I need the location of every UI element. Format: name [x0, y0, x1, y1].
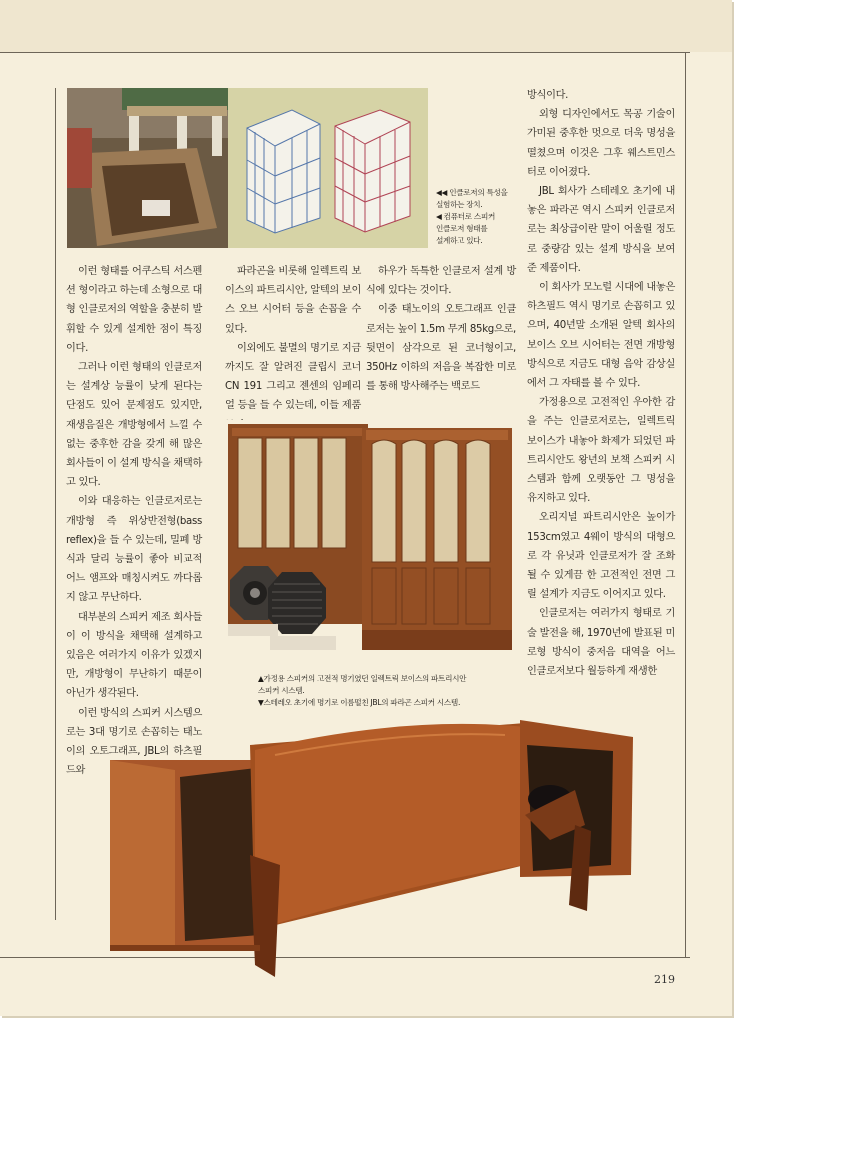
- paragraph: 오리지널 파트리시안은 높이가 153cm였고 4웨이 방식의 대형으로 각 유닛과 인클로저가 잘 조화될 수 있게끔 한 고전적인 전면 그릴 설계가 지금도 이어지고 있다.: [527, 512, 675, 601]
- caption-line: ▲가정용 스피커의 고전적 명기였던 일렉트릭 보이스의 파트리시안: [258, 674, 467, 683]
- paragraph: 파라곤을 비롯해 일렉트릭 보이스의 파트리시안, 알텍의 보이스 오브 시어터 등을 손꼽을 수 있다.: [225, 266, 361, 335]
- top-photo-caption: [436, 187, 526, 247]
- caption-line: ◀◀ 인클로저의 특성을: [436, 188, 508, 197]
- caption-line: 실험하는 장치.: [436, 200, 483, 209]
- top-band: [0, 0, 732, 52]
- paragon-speaker-photo: [105, 715, 640, 980]
- right-rule: [685, 52, 686, 957]
- left-rule: [55, 88, 56, 920]
- caption-line: ◀ 컴퓨터로 스피커: [436, 212, 496, 221]
- middle-photo-caption: [258, 673, 520, 709]
- paragraph: 이런 방식의 스피커 시스템으로는 3대 명기로 손꼽히는 태노이의 오토그래프, JBL의 하츠필드와: [66, 707, 202, 777]
- text-column-3: [366, 262, 516, 396]
- caption-line: 인클로저 형태를: [436, 224, 488, 233]
- paragraph: 인클로저는 여러가지 형태로 기술 발전을 해, 1970년에 발표된 미로형 방식이 중저음 대역을 어느 인클로저보다 월등하게 재생한: [527, 608, 675, 678]
- patrician-speaker-photo: [222, 420, 518, 660]
- paragraph: 외형 디자인에서도 목공 기술이 가미된 중후한 멋으로 더욱 명성을 떨쳤으며 이것은 그후 웨스트민스터로 이어졌다.: [527, 109, 675, 178]
- caption-line: 스피커 시스템.: [258, 686, 305, 695]
- paragraph: 이런 형태를 어쿠스틱 서스펜션 형이라고 하는데 소형으로 대형 인클로저의 역할을 충분히 발휘할 수 있게 설계한 점이 특징이다.: [66, 266, 202, 354]
- paragraph: 방식이다.: [527, 90, 569, 101]
- paragraph: 하우가 독특한 인클로저 설계 방식에 있다는 것이다.: [366, 266, 516, 297]
- text-column-2: [225, 262, 361, 435]
- page-number: 219: [654, 973, 675, 986]
- caption-line: 설계하고 있다.: [436, 236, 483, 245]
- text-column-1: [66, 262, 202, 780]
- caption-line: ▼스테레오 초기에 명기로 이름떨친 JBL의 파라곤 스피커 시스템.: [258, 698, 461, 707]
- top-rule: [0, 52, 690, 53]
- paragraph: 가정용으로 고전적인 우아한 감을 주는 인클로저로는, 일렉트릭 보이스가 내놓아 화제가 되었던 파트리시안도 왕년의 보책 스피커 시스템과 함께 오랫동안 그 명성을 유지하고 있다.: [527, 397, 675, 505]
- text-column-4: [527, 86, 675, 681]
- paragraph: 이외에도 불멸의 명기로 지금까지도 잘 알려진 클립시 코너 CN 191 그리고 젠센의 임페리얼 등을 들 수 있는데, 이들 제품: [225, 342, 361, 412]
- paragraph: JBL 회사가 스테레오 초기에 내놓은 파라곤 역시 스피커 인클로저로는 최상급이란 말이 어울릴 정도로 중량감 있는 설계 방식을 보여준 제품이다.: [527, 186, 675, 274]
- paragraph: 이 회사가 모노럴 시대에 내놓은 하츠필드 역시 명기로 손꼽히고 있으며, 40년말 소개된 알텍 회사의 보이스 오브 시어터는 전면 개방형 방식으로 지금도 대형 음악 감상실에서 그 자태를 볼 수 있다.: [527, 282, 675, 390]
- paragraph: 그러나 이런 형태의 인클로저는 설계상 능률이 낮게 된다는 단점도 있어 문제점도 있지만, 재생음질은 개방형에서 느낄 수 없는 중후한 감을 갖게 해 많은 회사들이 이 설계 방식을 채택하고 있다.: [66, 362, 202, 489]
- paragraph: 이중 태노이의 오토그래프 인클로저는 높이 1.5m 무게 85kg으로, 뒷면이 삼각으로 된 코너형이고, 350Hz 이하의 저음을 복잡한 미로를 통해 방사해주는 백로드: [366, 304, 516, 393]
- enclosure-test-photo: [67, 88, 428, 248]
- paragraph: 대부분의 스피커 제조 회사들이 이 방식을 채택해 설계하고 있음은 여러가지 이유가 있겠지만, 개방형이 무난하기 때문이 아닌가 생각된다.: [66, 611, 202, 700]
- paragraph: 이와 대응하는 인클로저로는 개방형 즉 위상반전형(bass reflex)을 들 수 있는데, 밀폐 방식과 달리 능률이 좋아 비교적 어느 앰프와 매칭시켜도 까다롭지 않고 무난하다.: [66, 496, 202, 604]
